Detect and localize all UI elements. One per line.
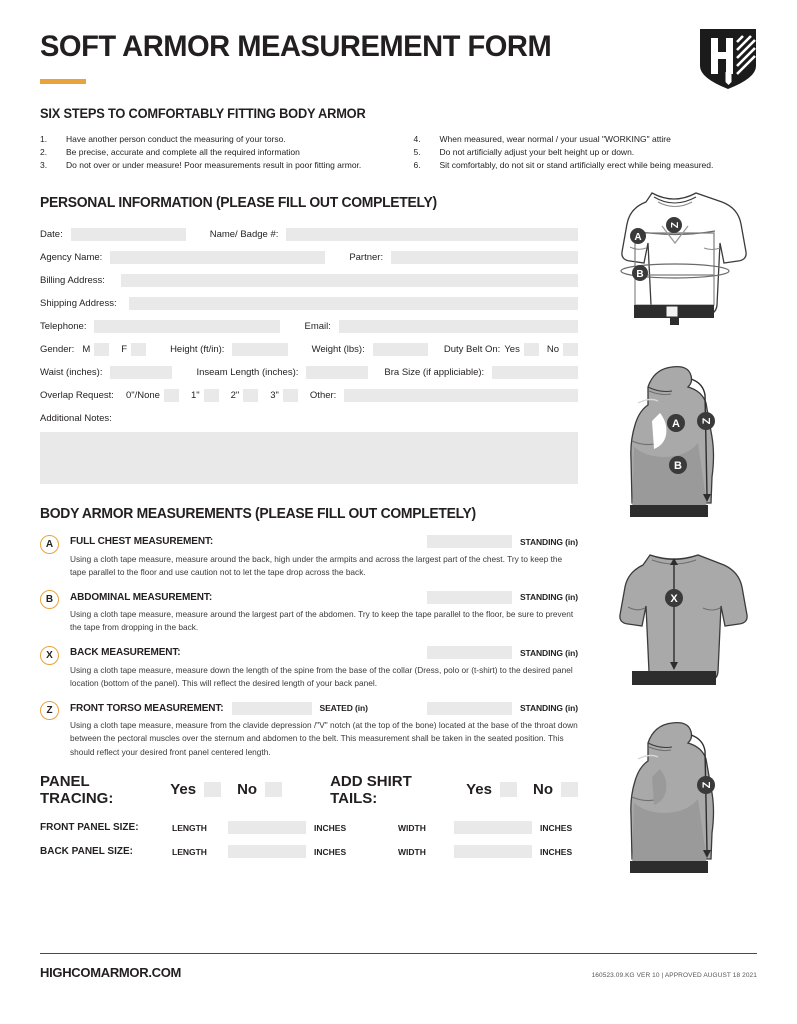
svg-text:Z: Z [701,781,713,788]
panel-tracing-yes-checkbox[interactable] [204,782,221,797]
svg-text:A: A [672,417,680,430]
chest-standing-unit: STANDING (in) [519,536,578,547]
agency-name-label: Agency Name: [40,251,103,263]
duty-belt-no-checkbox[interactable] [563,343,578,356]
front-panel-length-label: LENGTH [172,822,207,833]
gender-male-checkbox[interactable] [94,343,109,356]
additional-notes-label: Additional Notes: [40,412,112,424]
waist-label: Waist (inches): [40,366,103,378]
front-panel-length-input[interactable] [228,821,306,834]
side-torso-diagram-lower [590,713,775,891]
svg-text:A: A [634,231,642,243]
date-input[interactable] [71,228,186,241]
billing-address-label: Billing Address: [40,274,105,286]
field-row-billing [40,269,578,292]
shirt-tails-no-checkbox[interactable] [561,782,578,797]
step-number: 5. [413,147,421,158]
measurement-body [70,534,578,580]
field-row-overlap [40,384,578,407]
gender-label: Gender: [40,343,75,355]
step-item [40,159,381,172]
field-row-contact [40,315,578,338]
shirt-tails-yes-label: Yes [466,781,492,799]
step-item [40,146,381,159]
panel-tracing-no-checkbox[interactable] [265,782,282,797]
name-badge-input[interactable] [286,228,578,241]
back-torso-diagram [590,535,775,713]
overlap-other-label: Other: [309,389,337,401]
measurement-badge-z: Z [40,701,59,720]
field-row-shipping [40,292,578,315]
step-text: Have another person conduct the measuring of your torso. [66,134,286,144]
overlap-option-0-label: 0"/None [125,389,160,401]
form-column [40,173,578,891]
height-input[interactable] [232,343,287,356]
back-panel-width-input[interactable] [454,845,532,858]
step-text: When measured, wear normal / your usual "WORKING" attire [439,134,671,144]
step-number: 3. [40,160,48,171]
email-label: Email: [304,320,331,332]
measurement-block-chest [40,534,578,580]
step-number: 2. [40,147,48,158]
gender-female-label: F [121,343,128,355]
badge-column [40,700,70,759]
waist-input[interactable] [110,366,172,379]
chest-measurement-description: Using a cloth tape measure, measure around the back, high under the armpits and across the largest part of the chest. Try to keep the tape parallel to the floor and use caution not to let the tape drop across the back. [70,553,563,577]
gender-male-label: M [82,343,91,355]
panel-tracing-label: PANEL TRACING: [40,772,114,807]
side-torso-diagram-upper [590,357,775,535]
telephone-label: Telephone: [40,320,87,332]
bra-size-input[interactable] [492,366,578,379]
step-item [414,146,740,159]
agency-name-input[interactable] [110,251,325,264]
step-number: 6. [413,160,421,171]
back-standing-input[interactable] [427,646,512,659]
overlap-option-1-checkbox[interactable] [204,389,219,402]
front-torso-standing-input[interactable] [427,702,512,715]
panel-tracing-no-label: No [237,781,258,799]
duty-belt-yes-label: Yes [504,343,520,355]
date-label: Date: [40,228,63,240]
chest-measurement-label: FULL CHEST MEASUREMENT: [70,536,214,548]
measurement-block-back [40,645,578,691]
field-row-agency [40,246,578,269]
shirt-tails-no-label: No [533,781,553,799]
measurement-badge-a: A [40,535,59,554]
figures-column [578,173,775,891]
front-panel-width-label: WIDTH [398,822,426,833]
height-label: Height (ft/in): [170,343,225,355]
field-row-notes-label [40,407,578,430]
back-panel-width-label: WIDTH [398,846,426,857]
steps-list [40,133,757,173]
shirt-tails-yes-checkbox[interactable] [500,782,517,797]
field-row-waist-inseam-bra [40,361,578,384]
abdominal-standing-input[interactable] [427,591,512,604]
footer-content [40,954,757,980]
overlap-option-2-label: 2" [230,389,240,401]
front-panel-size-row [40,817,578,839]
measurement-header [70,589,578,605]
panel-tracing-yes-label: Yes [170,781,197,799]
back-panel-width-unit: INCHES [540,846,573,857]
bra-size-label: Bra Size (if appliciable): [384,366,485,378]
back-measurement-description: Using a cloth tape measure, measure down the length of the spine from the base of the collar (Dress, polo or (t-shirt) to the desired panel location (bottom of the panel). This will reflect the desired length of your back panel. [70,664,573,688]
billing-address-input[interactable] [121,274,578,287]
badge-column [40,534,70,580]
name-badge-label: Name/ Badge #: [209,228,279,240]
shipping-address-input[interactable] [129,297,578,310]
partner-input[interactable] [391,251,578,264]
telephone-input[interactable] [94,320,280,333]
step-item [414,159,740,172]
measurement-body [70,645,578,691]
back-panel-size-label: BACK PANEL SIZE: [40,846,133,858]
overlap-other-input[interactable] [344,389,578,402]
page-header [40,0,757,121]
weight-label: Weight (lbs): [311,343,365,355]
step-number: 1. [40,134,48,144]
front-panel-length-unit: INCHES [314,822,347,833]
badge-column [40,589,70,635]
footer-website[interactable]: HIGHCOMARMOR.COM [40,965,182,980]
subtitle: SIX STEPS TO COMFORTABLY FITTING BODY ARMOR [40,106,366,121]
step-text: Do not over or under measure! Poor measurements result in poor fitting armor. [66,160,362,171]
steps-column-left [40,133,399,173]
step-item [40,133,381,146]
duty-belt-no-label: No [546,343,559,355]
overlap-option-0-checkbox[interactable] [164,389,179,402]
back-panel-size-row [40,841,578,863]
back-panel-length-label: LENGTH [172,846,207,857]
shirt-tails-label: ADD SHIRT TAILS: [330,772,412,807]
shipping-address-label: Shipping Address: [40,297,117,309]
overlap-option-3-label: 3" [270,389,279,401]
page-footer [40,953,757,980]
duty-belt-label: Duty Belt On: [443,343,501,355]
chest-standing-input[interactable] [427,535,512,548]
duty-belt-yes-checkbox[interactable] [524,343,539,356]
field-row-date [40,223,578,246]
measurement-badge-b: B [40,590,59,609]
personal-information-heading: PERSONAL INFORMATION (PLEASE FILL OUT COMPLETELY) [40,194,437,211]
overlap-option-2-checkbox[interactable] [243,389,258,402]
steps-column-right [399,133,758,173]
main-body [40,173,757,891]
weight-input[interactable] [373,343,428,356]
front-panel-width-unit: INCHES [540,822,573,833]
back-panel-length-unit: INCHES [314,846,347,857]
back-panel-length-input[interactable] [228,845,306,858]
field-row-gender-height-weight [40,338,578,361]
email-input[interactable] [339,320,578,333]
front-torso-seated-input[interactable] [232,702,312,715]
highcom-shield-logo [699,28,757,90]
front-panel-size-label: FRONT PANEL SIZE: [40,822,139,834]
svg-text:B: B [636,268,644,280]
accent-divider [40,79,86,84]
front-torso-seated-unit: SEATED (in) [319,703,368,714]
panel-tracing-row [40,773,578,807]
front-torso-measurement-description: Using a cloth tape measure, measure from the clavide depression /"V" notch (at the top of the bone) located at the base of the throat down between the pectoral muscles over the sternum and abdomen to the belt. This measurement shall be taken in the seated position. This should reflect your desired front panel centered length. [70,720,578,757]
svg-text:B: B [674,459,682,472]
partner-label: Partner: [349,251,384,263]
back-measurement-label: BACK MEASUREMENT: [70,647,181,659]
measurement-header [70,534,578,550]
measurement-badge-x: X [40,646,59,665]
badge-column [40,645,70,691]
abdominal-measurement-label: ABDOMINAL MEASUREMENT: [70,591,213,603]
additional-notes-textarea[interactable] [40,432,578,484]
inseam-input[interactable] [306,366,368,379]
svg-text:Z: Z [701,417,713,424]
page-title: SOFT ARMOR MEASUREMENT FORM [40,30,552,63]
front-torso-measurement-label: FRONT TORSO MEASUREMENT: [70,702,224,714]
step-text: Do not artificially adjust your belt height up or down. [439,147,635,158]
measurement-body [70,700,578,759]
measurement-block-front-torso [40,700,578,759]
step-item [414,133,740,146]
measurement-block-abdominal [40,589,578,635]
overlap-request-label: Overlap Request: [40,389,114,401]
abdominal-standing-unit: STANDING (in) [519,592,578,603]
front-torso-diagram [590,179,775,357]
step-text: Sit comfortably, do not sit or stand artificially erect while being measured. [439,160,714,171]
svg-text:X: X [670,592,678,605]
svg-text:Z: Z [670,221,681,228]
abdominal-measurement-description: Using a cloth tape measure, measure around the largest part of the abdomen. Try to keep the tape parallel to the floor, be sure to prevent the tape from dropping in the back. [70,609,574,633]
overlap-option-3-checkbox[interactable] [283,389,298,402]
front-torso-standing-unit: STANDING (in) [519,703,578,714]
back-standing-unit: STANDING (in) [519,647,578,658]
step-number: 4. [413,134,421,144]
footer-revision: 160523.09.KG VER 10 | APPROVED AUGUST 18 2021 [591,972,757,979]
measurement-header [70,700,578,716]
gender-female-checkbox[interactable] [131,343,146,356]
measurement-body [70,589,578,635]
overlap-option-1-label: 1" [190,389,200,401]
body-armor-measurements-heading: BODY ARMOR MEASUREMENTS (PLEASE FILL OUT COMPLETELY) [40,505,476,522]
inseam-label: Inseam Length (inches): [196,366,299,378]
measurement-header [70,645,578,661]
step-text: Be precise, accurate and complete all the required information [66,147,300,158]
front-panel-width-input[interactable] [454,821,532,834]
